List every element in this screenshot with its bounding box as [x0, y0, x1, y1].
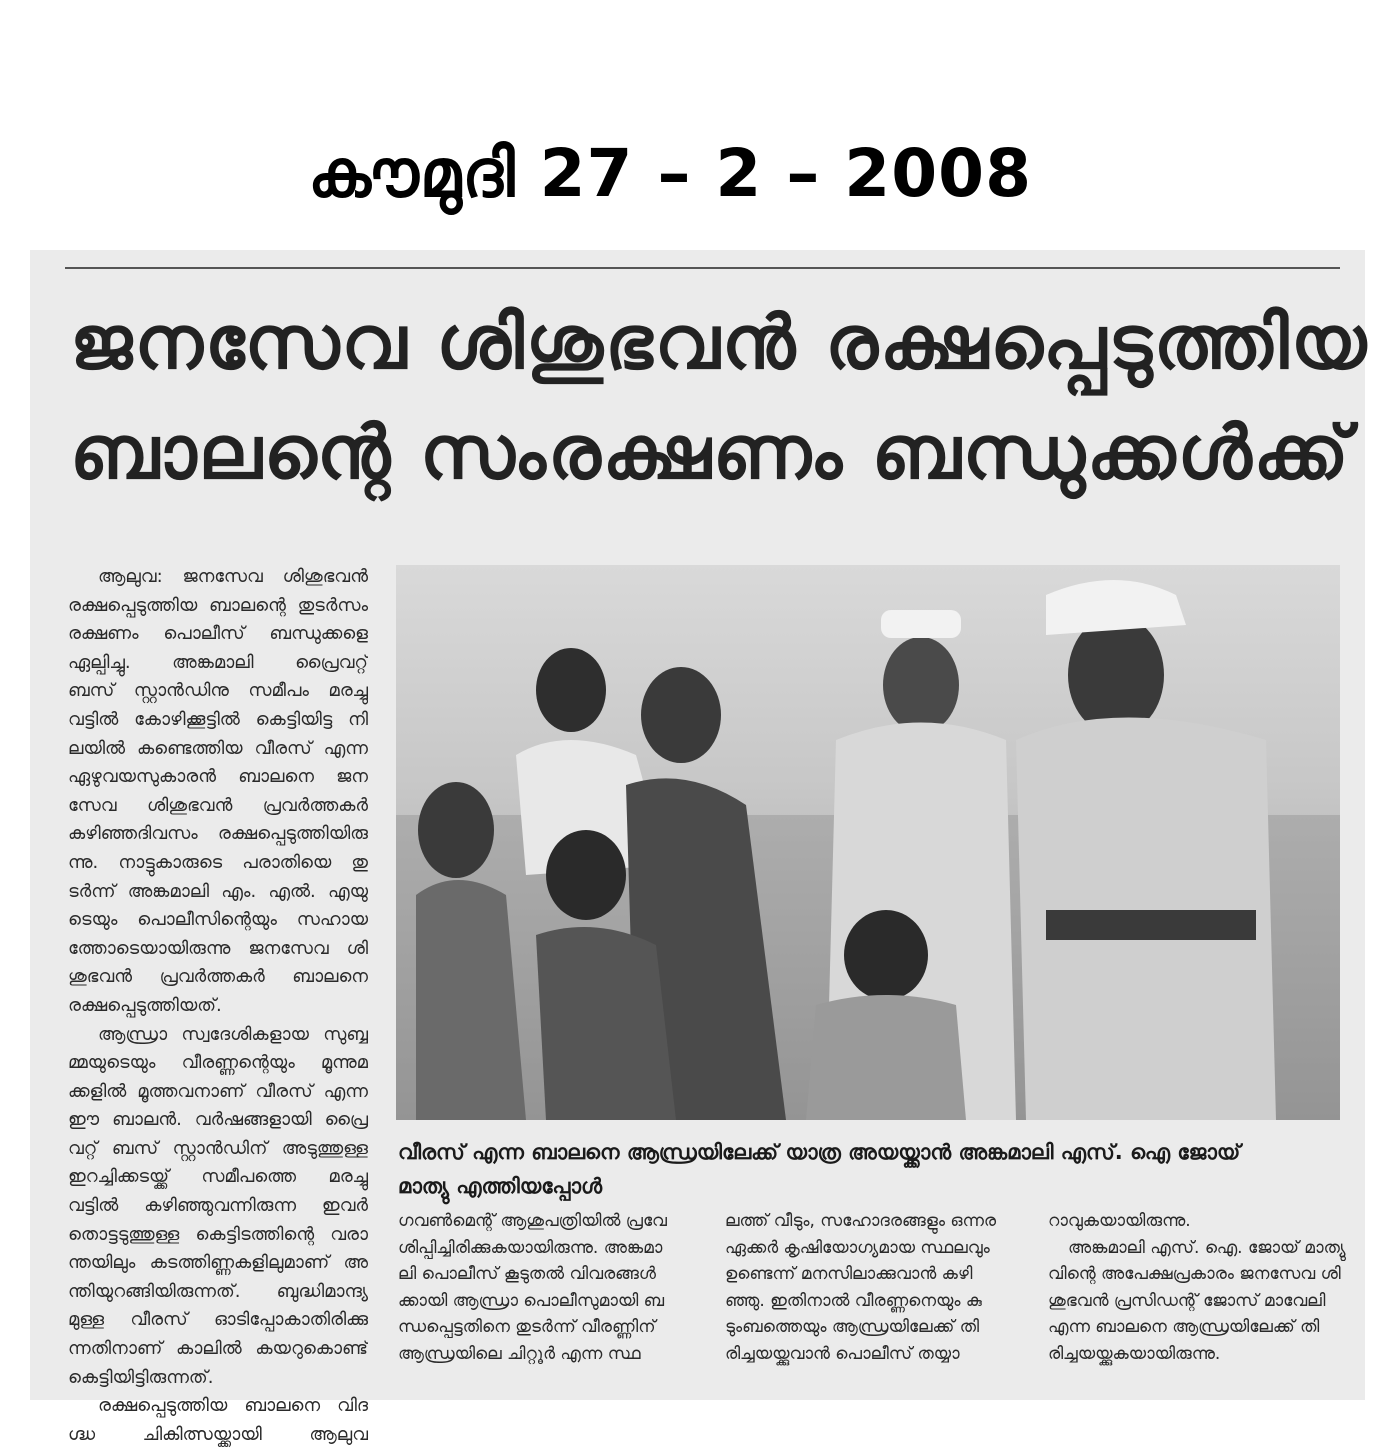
text-line: മുള്ള വീരസ് ഓടിപ്പോകാതിരിക്കു [68, 1309, 368, 1331]
news-photo [396, 565, 1340, 1120]
text-line: ക്കായി ആന്ധ്രാ പൊലീസുമായി ബ [398, 1290, 665, 1311]
text-line: ത്തോടെയായിരുന്നു ജനസേവ ശി [68, 937, 368, 959]
caption-line-1: വീരസ് എന്ന ബാലനെ ആന്ധ്രയിലേക്ക് യാത്ര അയയ്ക്കാൻ അങ്കമാലി എസ്. ഐ ജോയ് [398, 1140, 1241, 1164]
text-line: ശിപ്പിച്ചിരിക്കുകയായിരുന്നു. അങ്കമാ [398, 1237, 663, 1258]
text-line: ലി പൊലീസ് കൂടുതൽ വിവരങ്ങൾ [398, 1264, 656, 1284]
text-line: ടെയും പൊലീസിന്റെയും സഹായ [68, 909, 368, 931]
text-line: രക്ഷപ്പെടുത്തിയത്. [68, 994, 222, 1016]
text-line: ഏഴുവയസുകാരൻ ബാലനെ ജന [68, 766, 368, 788]
photo-people-silhouettes [396, 565, 1340, 1120]
caption-line-2: മാത്യു എത്തിയപ്പോൾ [398, 1174, 603, 1198]
text-line: എന്ന ബാലനെ ആന്ധ്രയിലേക്ക് തി [1048, 1317, 1320, 1337]
text-line: മ്മയുടെയും വീരണ്ണന്റെയും മൂന്നുമ [68, 1052, 368, 1074]
text-line: ലത്ത് വീടും, സഹോദരങ്ങളും ഒന്നര [725, 1211, 997, 1231]
text-line: ഞ്ഞു. ഇതിനാൽ വീരണ്ണനെയും കു [725, 1290, 982, 1311]
text-line: ടർന്ന് അങ്കമാലി എം. എൽ. എയു [68, 880, 368, 902]
text-line: കെട്ടിയിട്ടിരുന്നത്. [68, 1366, 214, 1388]
text-line: വറ്റ് ബസ് സ്റ്റാൻഡിന് അടുത്തുള്ള [68, 1137, 368, 1159]
headline-line-1: ജനസേവ ശിശുഭവൻ രക്ഷപ്പെടുത്തിയ [70, 300, 1369, 386]
headline-line-2: ബാലന്റെ സംരക്ഷണം ബന്ധുക്കൾക്ക് [70, 410, 1351, 496]
text-line: രക്ഷപ്പെടുത്തിയ ബാലന്റെ തുടർസം [68, 594, 368, 616]
text-line: ബസ് സ്റ്റാൻഡിനു സമീപം മരച്ചു [68, 680, 368, 702]
text-line: ന്ധപ്പെട്ടതിനെ തുടർന്ന് വീരണ്ണിന് [398, 1317, 656, 1337]
text-line: ഏല്പിച്ചു. അങ്കമാലി പ്രൈവറ്റ് [68, 651, 368, 673]
article-left-column [68, 563, 368, 1449]
text-line: രിച്ചയയ്ക്കുവാൻ പൊലീസ് തയ്യാ [725, 1343, 960, 1364]
text-line: വട്ടിൽ കഴിഞ്ഞുവന്നിരുന്ന ഇവർ [68, 1195, 368, 1217]
text-line: ലയിൽ കണ്ടെത്തിയ വീരസ് എന്ന [68, 737, 368, 759]
text-line: അങ്കമാലി എസ്. ഐ. ജോയ് മാത്യു [1068, 1237, 1346, 1258]
article-bottom-column-3 [1048, 1208, 1348, 1367]
text-line: ന്നു. നാട്ടുകാരുടെ പരാതിയെ തു [68, 851, 368, 873]
text-line: ഉണ്ടെന്ന് മനസിലാക്കുവാൻ കഴി [725, 1264, 973, 1284]
text-line: വട്ടിൽ കോഴിക്കൂട്ടിൽ കെട്ടിയിട്ട നി [68, 708, 368, 730]
text-line: ആന്ധ്രയിലെ ചിറ്റൂർ എന്ന സ്ഥ [398, 1343, 641, 1364]
text-line: സേവ ശിശുഭവൻ പ്രവർത്തകർ [68, 794, 368, 816]
text-line: ഈ ബാലൻ. വർഷങ്ങളായി പ്രൈ [68, 1109, 368, 1131]
text-line: ആലുവ: ജനസേവ ശിശുഭവൻ [98, 566, 368, 587]
text-line: ക്കളിൽ മൂത്തവനാണ് വീരസ് എന്ന [68, 1080, 368, 1102]
newspaper-date-title: കൗമുദി 27 – 2 – 2008 [307, 135, 1032, 212]
text-line: ഇറച്ചിക്കടയ്ക്ക് സമീപത്തെ മരച്ചു [68, 1166, 368, 1188]
text-line: ഏക്കർ കൃഷിയോഗ്യമായ സ്ഥലവും [725, 1237, 990, 1258]
text-line: വിന്റെ അപേക്ഷപ്രകാരം ജനസേവ ശി [1048, 1264, 1341, 1284]
text-line: രക്ഷണം പൊലീസ് ബന്ധുക്കളെ [68, 623, 368, 645]
text-line: തൊട്ടടുത്തുള്ള കെട്ടിടത്തിന്റെ വരാ [68, 1223, 368, 1245]
photo-caption [398, 1135, 1343, 1203]
text-line: രക്ഷപ്പെടുത്തിയ ബാലനെ വിദ [98, 1395, 368, 1417]
text-line: കഴിഞ്ഞദിവസം രക്ഷപ്പെടുത്തിയിരു [68, 823, 368, 845]
text-line: രിച്ചയയ്ക്കുകയായിരുന്നു. [1048, 1343, 1221, 1364]
top-rule [65, 267, 1340, 269]
text-line: ആന്ധ്രാ സ്വദേശികളായ സുബ്ബ [98, 1023, 368, 1045]
text-line: ന്തയിലും കടത്തിണ്ണകളിലുമാണ് അ [68, 1252, 368, 1274]
text-line: ന്തിയുറങ്ങിയിരുന്നത്. ബുദ്ധിമാന്ദ്യ [68, 1280, 368, 1302]
text-line: ന്നതിനാണ് കാലിൽ കയറുകൊണ്ട് [68, 1338, 368, 1360]
text-line: റാവുകയായിരുന്നു. [1048, 1211, 1191, 1231]
article-bottom-column-1 [398, 1208, 718, 1367]
text-line: ഗ്ദ്ധ ചികിത്സയ്ക്കായി ആലുവ [68, 1423, 368, 1445]
text-line: ടുംബത്തെയും ആന്ധ്രയിലേക്ക് തി [725, 1317, 980, 1337]
text-line: ശുഭവൻ പ്രസിഡന്റ് ജോസ് മാവേലി [1048, 1290, 1326, 1311]
text-line: ഗവൺമെന്റ് ആശുപത്രിയിൽ പ്രവേ [398, 1211, 667, 1231]
article-bottom-column-2 [725, 1208, 1040, 1367]
text-line: ശുഭവൻ പ്രവർത്തകർ ബാലനെ [68, 966, 368, 988]
